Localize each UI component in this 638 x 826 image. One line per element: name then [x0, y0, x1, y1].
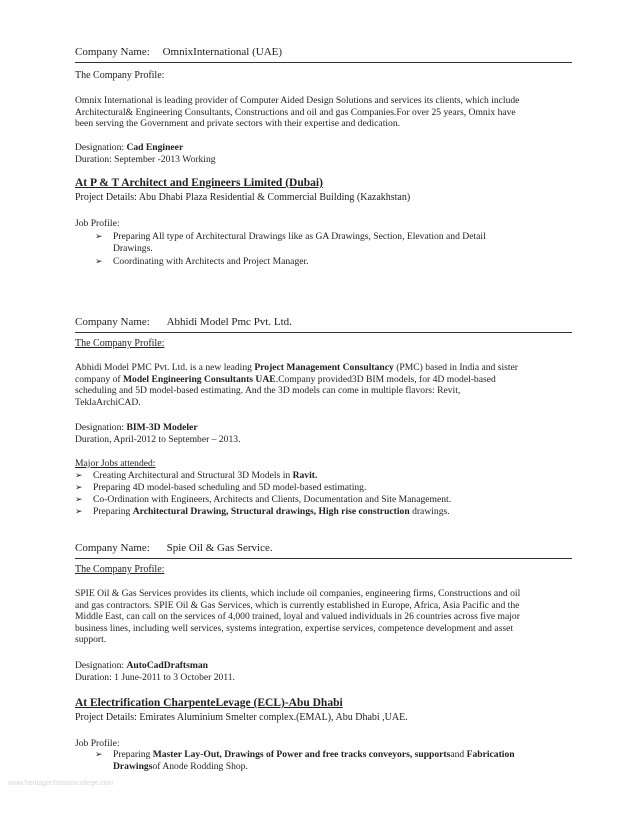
bullet-text: Preparing 4D model-based scheduling and 5D model-based estimating. — [93, 482, 367, 493]
text-run-bold: Drawings — [113, 761, 153, 772]
paragraph-line: Architectural& Engineering Consultants, Constructions and oil and gas Companies.For over 25 years, Omnix have — [75, 106, 516, 118]
text-run: Abhidi Model PMC Pvt. Ltd. is a new leading — [75, 362, 255, 373]
bullet-text — [93, 470, 317, 482]
triangle-bullet-icon: ➢ — [75, 482, 83, 492]
designation-2 — [75, 422, 575, 434]
designation-value: BIM-3D Modeler — [126, 422, 198, 433]
duration-2: Duration, April-2012 to September – 2013. — [75, 434, 241, 445]
job-profile-label-3: Job Profile: — [75, 738, 120, 749]
job-profile-label-1: Job Profile: — [75, 218, 120, 229]
project-details-3: Project Details: Emirates Aluminium Smelter complex.(EMAL), Abu Dhabi ,UAE. — [75, 712, 408, 723]
bullet-text: Preparing All type of Architectural Drawings like as GA Drawings, Section, Elevation and Detail — [113, 231, 486, 242]
arrow-bullet-icon: ➢ — [95, 231, 103, 241]
divider — [75, 62, 572, 63]
company-name-3 — [75, 542, 273, 555]
bullet-text — [113, 761, 248, 773]
company-name-2 — [75, 316, 292, 329]
profile-paragraph-2 — [75, 362, 575, 408]
duration-1: Duration: September -2013 Working — [75, 154, 216, 165]
duration-3: Duration: 1 June-2011 to 3 October 2011. — [75, 672, 235, 683]
paragraph-line: been serving the Government and private sectors with their expertise and dedication. — [75, 118, 401, 130]
text-run: Creating Architectural and Structural 3D Models in — [93, 470, 293, 481]
divider — [75, 558, 572, 559]
paragraph-line — [75, 362, 575, 374]
designation-label: Designation: — [75, 422, 127, 433]
paragraph-line: and gas contractors. SPIE Oil & Gas Services, which is currently established in Europe, Africa, Asia Pacific and the — [75, 599, 520, 611]
project-details-1: Project Details: Abu Dhabi Plaza Residential & Commercial Building (Kazakhstan) — [75, 192, 411, 203]
company-label: Company Name: — [75, 542, 150, 554]
designation-1 — [75, 142, 575, 154]
project-heading-3: At Electrification CharpenteLevage (ECL)-Abu Dhabi — [75, 697, 343, 709]
paragraph-line — [75, 374, 575, 386]
major-jobs-heading: Major Jobs attended: — [75, 458, 156, 469]
bullet-text — [93, 506, 450, 518]
divider — [75, 332, 572, 333]
bullet-text: Co-Ordination with Engineers, Architects and Clients, Documentation and Site Management. — [93, 494, 452, 505]
paragraph-line: business lines, including well services, systems integration, expertise services, competence development and asset — [75, 622, 513, 634]
text-run-bold: Ravit. — [292, 470, 318, 481]
company-label: Company Name: — [75, 316, 150, 328]
text-run: (PMC) based in India and sister — [393, 362, 518, 373]
bullet-text: Coordinating with Architects and Project Manager. — [113, 256, 309, 267]
profile-heading-1: The Company Profile: — [75, 70, 165, 81]
text-run-bold: Architectural Drawing, Structural drawings, High rise construction — [132, 506, 410, 517]
triangle-bullet-icon: ➢ — [75, 470, 83, 480]
text-run: company of — [75, 373, 123, 385]
text-run: of Anode Rodding Shop. — [152, 761, 248, 772]
arrow-bullet-icon: ➢ — [95, 749, 103, 759]
text-run: Preparing — [113, 749, 153, 760]
triangle-bullet-icon: ➢ — [75, 506, 83, 516]
company-value: Abhidi Model Pmc Pvt. Ltd. — [166, 316, 292, 328]
designation-3 — [75, 660, 575, 672]
triangle-bullet-icon: ➢ — [75, 494, 83, 504]
text-run: Preparing — [93, 506, 133, 517]
paragraph-line: Middle East, can call on the services of 4,000 trained, loyal and valued individuals in 26 countries across five major — [75, 611, 520, 623]
profile-heading-2: The Company Profile: — [75, 338, 165, 349]
company-value: Spie Oil & Gas Service. — [166, 542, 273, 554]
designation-label: Designation: — [75, 142, 127, 153]
company-value: OmnixInternational (UAE) — [162, 46, 283, 58]
project-heading-1: At P & T Architect and Engineers Limited (Dubai) — [75, 177, 323, 189]
text-run: drawings. — [409, 506, 450, 517]
bullet-text — [113, 749, 515, 761]
designation-value: Cad Engineer — [126, 142, 184, 153]
paragraph-line: TeklaArchiCAD. — [75, 396, 141, 408]
profile-paragraph-3 — [75, 588, 575, 646]
paragraph-line: SPIE Oil & Gas Services provides its clients, which include oil companies, engineering firms, Constructions and oil — [75, 588, 521, 599]
designation-label: Designation: — [75, 660, 127, 671]
text-run-bold: Master Lay-Out, Drawings of Power and free tracks conveyors, supports — [152, 749, 451, 760]
text-run: and — [450, 749, 467, 760]
paragraph-line: scheduling and 5D model-based estimating. And the 3D models can come in multiple flavors: Revit, — [75, 385, 461, 397]
text-run: .Company provided3D BIM models, for 4D model-based — [275, 373, 496, 385]
company-name-1 — [75, 46, 282, 59]
profile-heading-3: The Company Profile: — [75, 564, 165, 575]
text-run-bold: Model Engineering Consultants UAE — [122, 373, 276, 385]
arrow-bullet-icon: ➢ — [95, 256, 103, 266]
text-run-bold: Fabrication — [466, 749, 515, 760]
designation-value: AutoCadDraftsman — [126, 660, 208, 671]
text-run-bold: Project Management Consultancy — [254, 362, 394, 373]
watermark-text: www.heritagechristiancollege.com — [8, 780, 114, 787]
profile-paragraph-1 — [75, 95, 575, 130]
paragraph-line: Omnix International is leading provider of Computer Aided Design Solutions and services its clients, which include — [75, 95, 520, 106]
company-label: Company Name: — [75, 46, 150, 58]
bullet-text: Drawings. — [113, 243, 153, 254]
paragraph-line: support. — [75, 634, 107, 646]
